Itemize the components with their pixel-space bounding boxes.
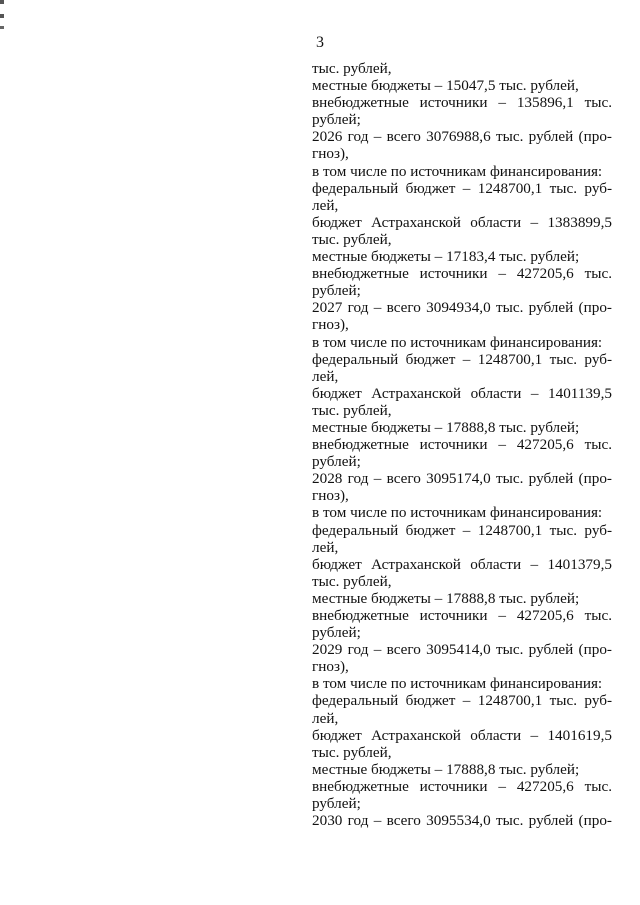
text-line: местные бюджеты – 17888,8 тыс. рублей;	[312, 760, 580, 778]
text-line: тыс. рублей,	[312, 572, 392, 590]
text-line: внебюджетные источники – 427205,6 тыс.	[312, 607, 612, 624]
text-line: 2028 год – всего 3095174,0 тыс. рублей (про-	[312, 470, 612, 488]
text-line: бюджет Астраханской области – 1383899,5	[312, 213, 612, 231]
text-line: рублей;	[312, 795, 361, 813]
text-line: федеральный бюджет – 1248700,1 тыс. руб-	[312, 179, 612, 197]
text-line: местные бюджеты – 17183,4 тыс. рублей;	[312, 248, 580, 266]
text-line: бюджет Астраханской области – 1401139,5	[312, 384, 612, 402]
text-line: бюджет Астраханской области – 1401379,5	[312, 555, 612, 573]
text-line: внебюджетные источники – 427205,6 тыс.	[312, 436, 612, 454]
text-line: тыс. рублей,	[312, 743, 392, 761]
text-line: в том числе по источникам финансирования:	[312, 504, 603, 522]
text-line: гноз),	[312, 658, 349, 676]
text-line: внебюджетные источники – 135896,1 тыс.	[312, 94, 612, 112]
text-line: рублей;	[312, 624, 361, 642]
text-line: гноз),	[312, 316, 349, 334]
text-line: рублей;	[312, 453, 361, 471]
text-line: федеральный бюджет – 1248700,1 тыс. руб-	[312, 692, 612, 710]
text-line: 2029 год – всего 3095414,0 тыс. рублей (про-	[312, 641, 612, 659]
text-line: местные бюджеты – 17888,8 тыс. рублей;	[312, 589, 580, 607]
text-line: лей,	[312, 538, 339, 556]
text-line: местные бюджеты – 15047,5 тыс. рублей,	[312, 77, 579, 95]
text-line: федеральный бюджет – 1248700,1 тыс. руб-	[312, 521, 612, 539]
text-line: гноз),	[312, 145, 349, 163]
text-line: лей,	[312, 709, 339, 727]
text-line: тыс. рублей,	[312, 401, 392, 419]
text-line: гноз),	[312, 487, 349, 505]
text-line: 2030 год – всего 3095534,0 тыс. рублей (про-	[312, 812, 612, 830]
text-line: внебюджетные источники – 427205,6 тыс.	[312, 265, 612, 283]
text-line: тыс. рублей,	[312, 230, 392, 248]
text-line: в том числе по источникам финансирования:	[312, 162, 603, 180]
text-line: в том числе по источникам финансирования:	[312, 333, 603, 351]
text-line: в том числе по источникам финансирования:	[312, 675, 603, 693]
text-line: тыс. рублей,	[312, 60, 392, 77]
text-line: рублей;	[312, 282, 361, 300]
text-line: рублей;	[312, 111, 361, 129]
page-number: 3	[316, 34, 324, 51]
text-line: бюджет Астраханской области – 1401619,5	[312, 726, 612, 744]
text-line: лей,	[312, 367, 339, 385]
text-line: 2026 год – всего 3076988,6 тыс. рублей (про-	[312, 128, 612, 146]
text-line: 2027 год – всего 3094934,0 тыс. рублей (про-	[312, 299, 612, 317]
document-text-column	[312, 60, 612, 829]
text-line: федеральный бюджет – 1248700,1 тыс. руб-	[312, 350, 612, 368]
text-line: внебюджетные источники – 427205,6 тыс.	[312, 777, 612, 795]
text-line: местные бюджеты – 17888,8 тыс. рублей;	[312, 418, 580, 436]
text-line: лей,	[312, 196, 339, 214]
